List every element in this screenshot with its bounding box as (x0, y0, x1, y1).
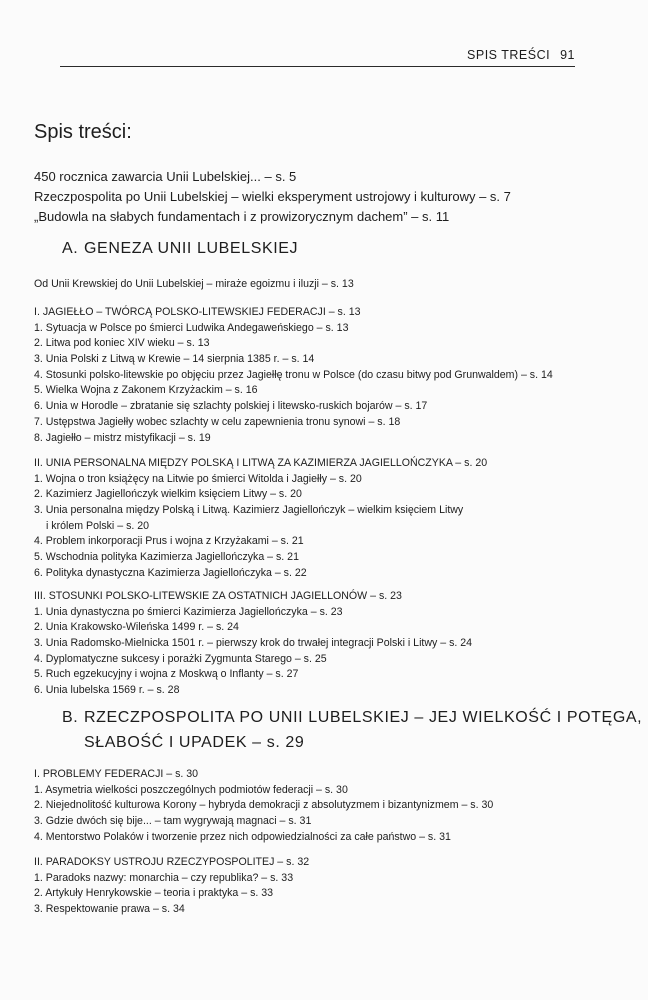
section-b-title-line1: RZECZPOSPOLITA PO UNII LUBELSKIEJ – JEJ WIELKOŚĆ I POTĘGA, (84, 709, 643, 726)
toc-entry-continuation: i królem Polski – s. 20 (46, 519, 150, 532)
toc-entry: 7. Ustępstwa Jagiełły wobec szlachty w celu zapewnienia tronu synowi – s. 18 (34, 415, 401, 428)
toc-entry: 6. Unia lubelska 1569 r. – s. 28 (34, 684, 180, 697)
section-b-title-line2: SŁABOŚĆ I UPADEK – s. 29 (84, 734, 305, 751)
running-title: SPIS TREŚCI (467, 48, 551, 62)
intro-entry: „Budowla na słabych fundamentach i z prowizorycznym dachem” – s. 11 (34, 209, 450, 224)
toc-entry: 6. Polityka dynastyczna Kazimierza Jagiellończyka – s. 22 (34, 566, 307, 579)
intro-entry: Rzeczpospolita po Unii Lubelskiej – wielki eksperyment ustrojowy i kulturowy – s. 7 (34, 189, 511, 204)
section-a-lead: Od Unii Krewskiej do Unii Lubelskiej – miraże egoizmu i iluzji – s. 13 (34, 278, 354, 290)
toc-entry: 5. Ruch egzekucyjny i wojna z Moskwą o Inflanty – s. 27 (34, 668, 299, 681)
toc-entry: 1. Asymetria wielkości poszczególnych podmiotów federacji – s. 30 (34, 783, 348, 796)
running-header (0, 48, 575, 62)
intro-entry: 450 rocznica zawarcia Unii Lubelskiej... – s. 5 (34, 169, 297, 184)
toc-group-heading: I. JAGIEŁŁO – TWÓRCĄ POLSKO-LITEWSKIEJ FEDERACJI – s. 13 (34, 306, 361, 318)
section-a-heading (62, 240, 298, 258)
toc-group-a3 (34, 589, 472, 699)
toc-entry: 3. Unia Polski z Litwą w Krewie – 14 sierpnia 1385 r. – s. 14 (34, 353, 315, 366)
toc-entry: 1. Unia dynastyczna po śmierci Kazimierza Jagiellończyka – s. 23 (34, 605, 343, 618)
header-rule (60, 66, 575, 67)
toc-entry: 8. Jagiełło – mistrz mistyfikacji – s. 19 (34, 431, 211, 444)
toc-entry: 4. Stosunki polsko-litewskie po objęciu przez Jagiełłę tronu w Polsce (do czasu bitwy pod Grunwaldem) – s. 14 (34, 368, 553, 381)
toc-group-heading: I. PROBLEMY FEDERACJI – s. 30 (34, 768, 199, 780)
toc-entry: 4. Mentorstwo Polaków i tworzenie przez nich odpowiedzialności za całe państwo – s. 31 (34, 830, 451, 843)
section-b-letter: B. (62, 709, 79, 726)
toc-entry: 5. Wielka Wojna z Zakonem Krzyżackim – s. 16 (34, 384, 258, 397)
section-b-heading (62, 709, 642, 727)
toc-entry: 3. Unia personalna między Polską i Litwą. Kazimierz Jagiellończyk – wielkim księciem Litwy (34, 504, 464, 517)
intro-list (34, 167, 511, 227)
toc-group-a1 (34, 305, 553, 446)
toc-entry: 2. Kazimierz Jagiellończyk wielkim księciem Litwy – s. 20 (34, 488, 302, 501)
toc-group-heading: III. STOSUNKI POLSKO-LITEWSKIE ZA OSTATNICH JAGIELLONÓW – s. 23 (34, 590, 402, 602)
toc-entry: 2. Unia Krakowsko-Wileńska 1499 r. – s. 24 (34, 621, 239, 634)
toc-entry: 1. Paradoks nazwy: monarchia – czy republika? – s. 33 (34, 871, 294, 884)
page-number: 91 (560, 48, 575, 62)
toc-entry: 3. Unia Radomsko-Mielnicka 1501 r. – pierwszy krok do trwałej integracji Polski i Litwy – s. 24 (34, 637, 473, 650)
toc-entry: 4. Dyplomatyczne sukcesy i porażki Zygmunta Starego – s. 25 (34, 652, 327, 665)
section-a-title: GENEZA UNII LUBELSKIEJ (84, 240, 299, 257)
toc-group-b1 (34, 767, 493, 845)
toc-group-b2 (34, 855, 309, 918)
toc-entry: 2. Litwa pod koniec XIV wieku – s. 13 (34, 337, 210, 350)
section-a-letter: A. (62, 240, 79, 257)
toc-group-heading: II. UNIA PERSONALNA MIĘDZY POLSKĄ I LITWĄ ZA KAZIMIERZA JAGIELLOŃCZYKA – s. 20 (34, 457, 488, 469)
toc-title: Spis treści: (34, 121, 132, 143)
toc-entry: 3. Gdzie dwóch się bije... – tam wygrywają magnaci – s. 31 (34, 815, 312, 828)
toc-entry: 3. Respektowanie prawa – s. 34 (34, 903, 185, 916)
toc-entry: 4. Problem inkorporacji Prus i wojna z Krzyżakami – s. 21 (34, 535, 304, 548)
toc-entry: 1. Wojna o tron książęcy na Litwie po śmierci Witolda i Jagiełły – s. 20 (34, 472, 362, 485)
toc-group-heading: II. PARADOKSY USTROJU RZECZYPOSPOLITEJ – s. 32 (34, 856, 310, 868)
toc-entry: 6. Unia w Horodle – zbratanie się szlachty polskiej i litewsko-ruskich bojarów – s. 17 (34, 400, 428, 413)
toc-entry: 5. Wschodnia polityka Kazimierza Jagiellończyka – s. 21 (34, 551, 299, 564)
toc-entry: 2. Artykuły Henrykowskie – teoria i praktyka – s. 33 (34, 887, 274, 900)
section-b-heading-cont (84, 734, 304, 752)
toc-entry: 1. Sytuacja w Polsce po śmierci Ludwika Andegaweńskiego – s. 13 (34, 321, 349, 334)
toc-entry: 2. Niejednolitość kulturowa Korony – hybryda demokracji z absolutyzmem i bizantynizmem – s. 30 (34, 799, 494, 812)
toc-group-a2 (34, 456, 487, 582)
